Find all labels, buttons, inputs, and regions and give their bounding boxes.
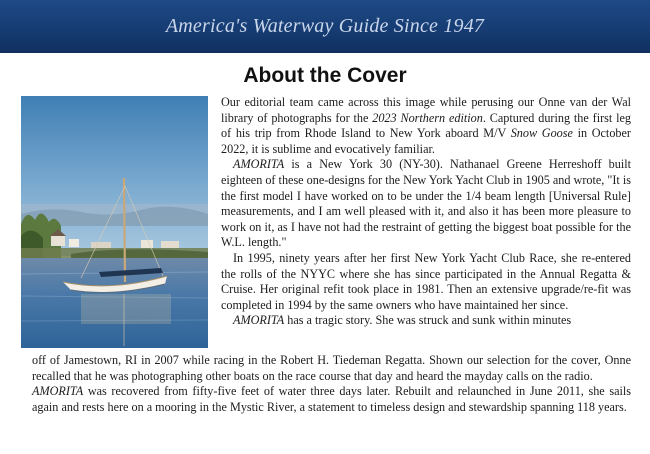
banner-tagline: America's Waterway Guide Since 1947 [165,15,485,37]
article-column-right [221,95,631,329]
paragraph-history: AMORITA is a New York 30 (NY-30). Nathanael Greene Herreshoff built eighteen of these one-designs for the New York Yacht Club in 1905 and wrote, "It is the first model I have worked on to be under the 1/4 beam length [Universal Rule] measurements, and I am well pleased with it, and also it has been more pleasure to work on it, as I have not had the restraint of getting the biggest boat possible for the W.L. length." [221,157,631,250]
paragraph-intro: Our editorial team came across this image while perusing our Onne van der Wal library of photographs for the 2023 Northern edition. Captured during the first leg of his trip from Rhode Island to New York aboard M/V Snow Goose in October 2022, it is sublime and evocatively familiar. [221,95,631,156]
article-column-full [32,353,631,415]
header-banner [0,0,650,53]
page-title: About the Cover [243,64,407,87]
paragraph-tragedy: AMORITA has a tragic story. She was struck and sunk within minutes [233,313,572,328]
cover-photo [21,96,208,348]
paragraph-recovery: AMORITA was recovered from fifty-five feet of water three days later. Rebuilt and relaunched in June 2011, she sails again and rests here on a mooring in the Mystic River, a statement to timeless design and stewardship spanning 118 years. [32,384,631,414]
paragraph-nyyc: In 1995, ninety years after her first New York Yacht Club Race, she re-entered the rolls of the NYYC where she has since participated in the Annual Regatta & Cruise. Her original refit took place in 1981. Then an extensive upgrade/re-fit was completed in 1994 by the same owners who have maintained her since. [221,250,631,312]
paragraph-tragedy-continued: off of Jamestown, RI in 2007 while racing in the Robert H. Tiedeman Regatta. Shown our selection for the cover, Onne recalled that he was photographing other boats on the race course that day and heard the mayday calls on the radio. [32,353,631,383]
sailboat-photo-icon [21,96,208,348]
